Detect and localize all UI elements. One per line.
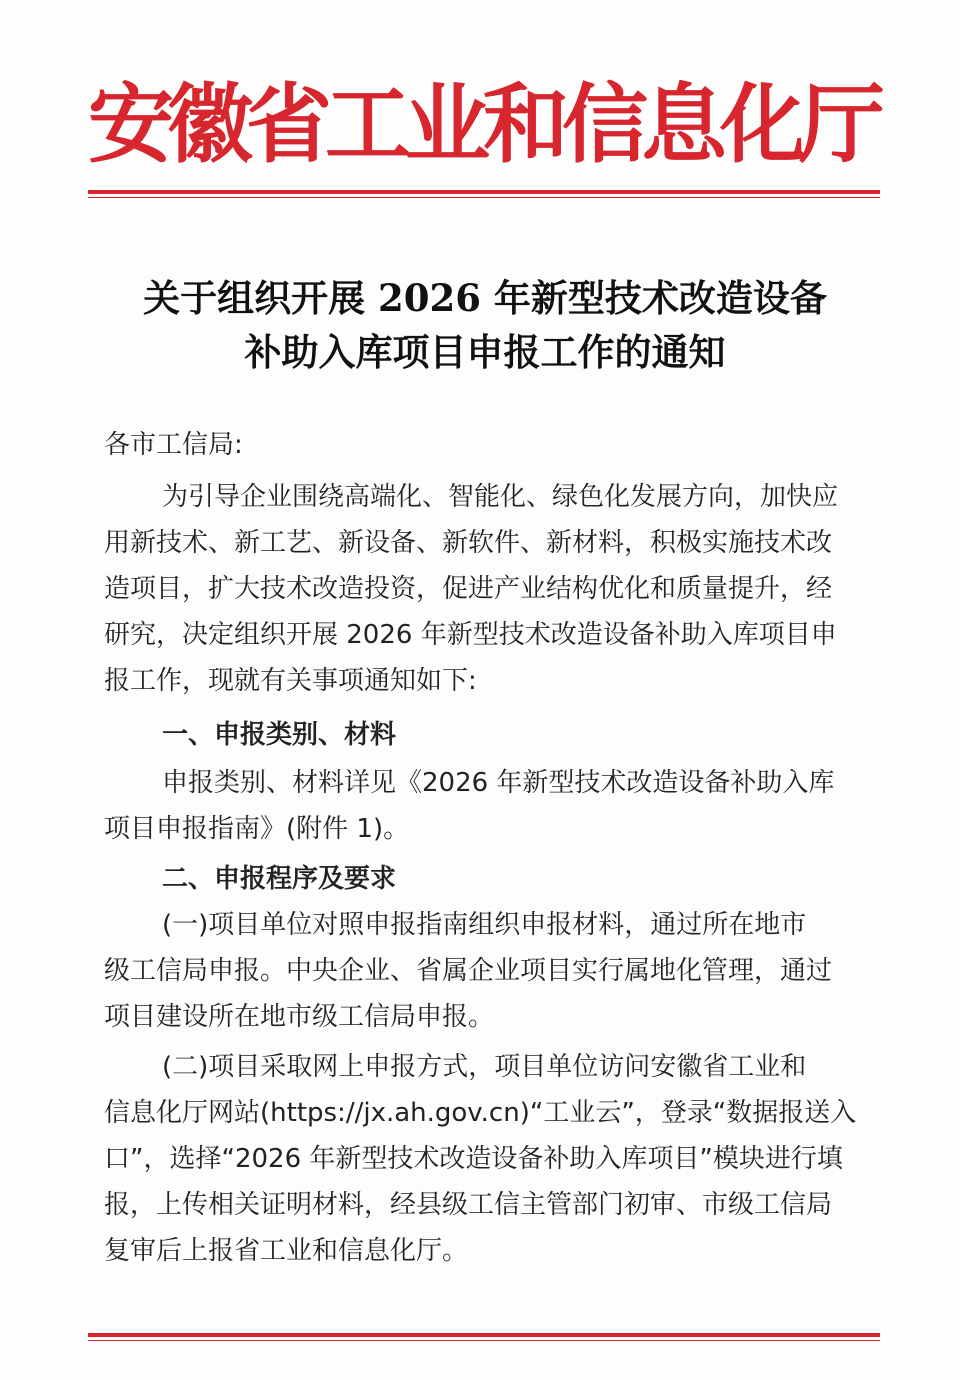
header-char: 业 (404, 75, 490, 175)
header-char: 和 (483, 75, 569, 175)
footer-red-rule-thin (88, 1340, 880, 1341)
section-heading-2: 二、申报程序及要求 (162, 864, 397, 894)
body-line: 用新技术、新工艺、新设备、新软件、新材料，积极实施技术改 (104, 528, 833, 558)
header-char: 徽 (167, 75, 253, 175)
document-title-line-2: 补助入库项目申报工作的通知 (244, 330, 726, 374)
header-char: 工 (325, 75, 411, 175)
body-line: (一)项目单位对照申报指南组织申报材料，通过所在地市 (162, 910, 807, 940)
body-line: 造项目，扩大技术改造投资，促进产业结构优化和质量提升，经 (104, 574, 833, 604)
body-line: (二)项目采取网上申报方式，项目单位访问安徽省工业和 (162, 1052, 807, 1082)
document-title-line-1: 关于组织开展 2026 年新型技术改造设备 (143, 276, 827, 320)
footer-red-rule (88, 1333, 880, 1337)
body-line: 项目建设所在地市级工信局申报。 (104, 1002, 495, 1032)
header-char: 安 (88, 75, 174, 175)
body-line: 项目申报指南》(附件 1)。 (104, 814, 410, 844)
body-line: 为引导企业围绕高端化、智能化、绿色化发展方向，加快应 (162, 482, 839, 512)
header-char: 省 (246, 75, 332, 175)
salutation: 各市工信局: (104, 430, 243, 460)
body-line: 级工信局申报。中央企业、省属企业项目实行属地化管理，通过 (104, 956, 833, 986)
header-red-rule-thin (88, 197, 880, 198)
header-char: 息 (641, 75, 727, 175)
section-heading-1: 一、申报类别、材料 (162, 720, 397, 750)
body-line: 信息化厅网站(https://jx.ah.gov.cn)“工业云”，登录“数据报送入 (104, 1098, 857, 1128)
body-line: 报工作，现就有关事项通知如下: (104, 666, 477, 696)
body-line: 申报类别、材料详见《2026 年新型技术改造设备补助入库 (162, 768, 835, 798)
body-line: 报，上传相关证明材料，经县级工信主管部门初审、市级工信局 (104, 1190, 833, 1220)
header-red-rule (88, 190, 880, 194)
header-char: 厅 (799, 75, 885, 175)
issuing-authority-header (88, 70, 885, 180)
body-line: 口”，选择“2026 年新型技术改造设备补助入库项目”模块进行填 (104, 1144, 843, 1174)
body-line: 复审后上报省工业和信息化厅。 (104, 1236, 469, 1266)
body-line: 研究，决定组织开展 2026 年新型技术改造设备补助入库项目申 (104, 620, 837, 650)
header-char: 化 (720, 75, 806, 175)
header-char: 信 (562, 75, 648, 175)
